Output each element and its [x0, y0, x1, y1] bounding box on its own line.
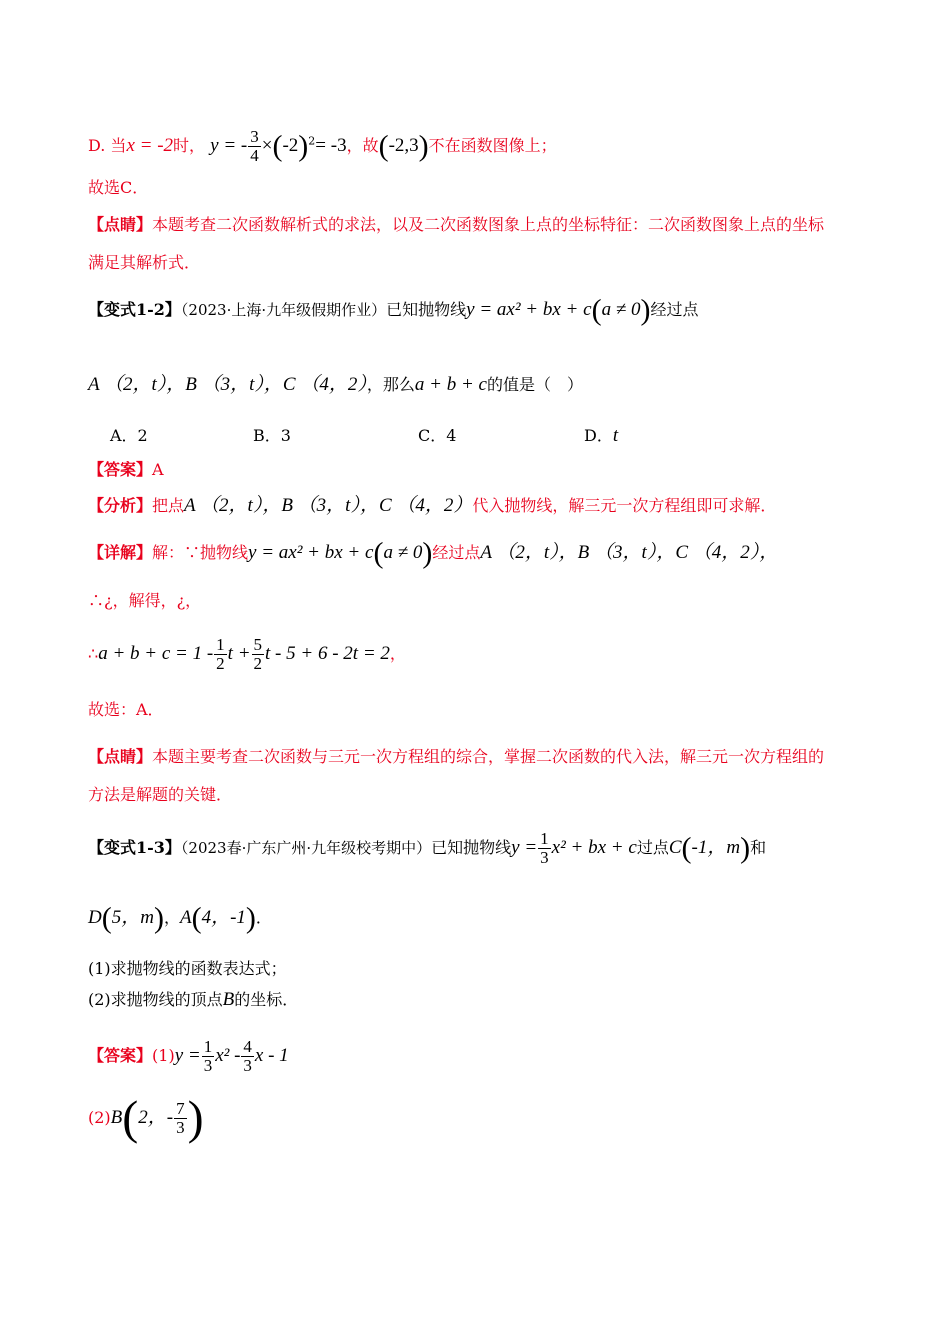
choose-c: 故选C．	[88, 178, 149, 197]
variant-1-3-points: D(5，m)，A(4，-1)．	[88, 901, 272, 935]
fraction: $\frac{4}{3}$	[243, 1037, 252, 1075]
detail-1-2: 【详解】解：∵抛物线y = ax² + bx + c(a ≠ 0)经过点A （2，t），B （3，t），C （4，2），	[88, 536, 779, 570]
question-2: (2)求抛物线的顶点B的坐标．	[88, 989, 299, 1010]
option-a[interactable]: A．2	[110, 426, 148, 445]
option-b[interactable]: B．3	[253, 426, 291, 445]
solution-option-d: D. 当x = -2时， y = - $\frac{3}{4}$ $\times(-2)^2= -3$，故(-2,3)不在函数图像上；	[88, 127, 557, 165]
math-cond: x = -2	[126, 135, 174, 156]
dianjing-1-cont: 满足其解析式．	[88, 253, 201, 272]
fraction: $\frac{3}{4}$	[250, 127, 259, 165]
detail-1-2-line3: ∴a + b + c = 1 - $\frac{1}{2}$ t + $\frac{5}{2}$ t - 5 + 6 - 2t = 2，	[88, 635, 406, 673]
dianjing-1: 【点睛】本题考查二次函数解析式的求法，以及二次函数图象上点的坐标特征：二次函数图象上点的坐标	[88, 215, 825, 234]
choose-a: 故选：A．	[88, 700, 164, 719]
variant-1-3-heading: 【变式1-3】（2023春·广东广州·九年级校考期中）已知抛物线y = $\frac{1}{3}$ x² + bx + c过点C(-1，m)和	[88, 829, 767, 867]
answer-1-3-part2: (2)B(2，- $\frac{7}{3}$ )	[88, 1091, 204, 1145]
fraction: $\frac{1}{3}$	[203, 1037, 213, 1075]
fraction: $\frac{1}{3}$	[540, 829, 549, 867]
question-1: (1)求抛物线的函数表达式；	[88, 959, 287, 978]
dianjing-2: 【点睛】本题主要考查二次函数与三元一次方程组的综合，掌握二次函数的代入法，解三元一次方程组的	[88, 747, 825, 766]
variant-1-2-heading: 【变式1-2】（2023·上海·九年级假期作业）已知抛物线y = ax² + bx + c(a ≠ 0)经过点	[88, 293, 699, 327]
answer-1-3-part1: 【答案】(1)y = $\frac{1}{3}$ x² - $\frac{4}{3}$ x - 1	[88, 1037, 289, 1075]
option-c[interactable]: C．4	[418, 426, 457, 445]
detail-1-2-line2: ∴¿，解得，¿，	[88, 591, 202, 610]
analysis-1-2: 【分析】把点A （2，t），B （3，t），C （4，2）代入抛物线，解三元一次方程组即可求解．	[88, 495, 777, 516]
option-d[interactable]: D．t	[584, 425, 619, 446]
variant-1-2-points: A （2，t），B （3，t），C （4，2），那么a + b + c的值是（ ）	[88, 374, 583, 395]
answer-1-2: 【答案】A	[88, 460, 164, 479]
fraction: $\frac{5}{2}$	[253, 635, 263, 673]
dianjing-2-cont: 方法是解题的关键．	[88, 785, 233, 804]
fraction: $\frac{1}{2}$	[216, 635, 225, 673]
fraction: $\frac{7}{3}$	[176, 1099, 185, 1137]
